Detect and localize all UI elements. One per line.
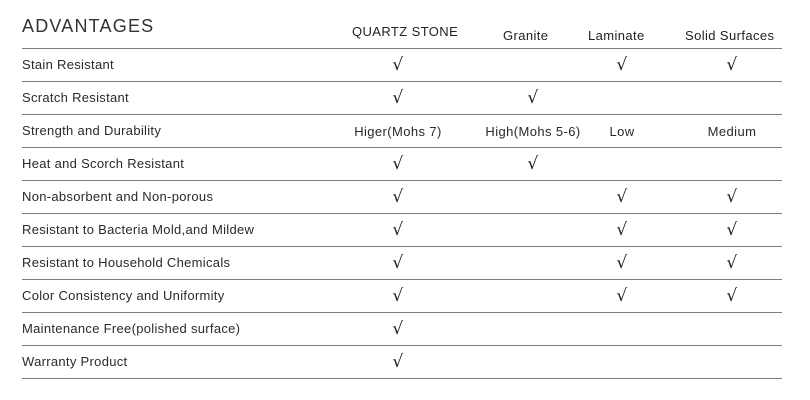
- table-row: [22, 115, 782, 148]
- table-header: [22, 0, 782, 49]
- cell-laminate: [582, 313, 662, 345]
- cell-granite: [468, 115, 598, 147]
- cell-laminate: [582, 148, 662, 180]
- table-body: [22, 49, 782, 379]
- cell-granite: [468, 181, 598, 213]
- row-label: Heat and Scorch Resistant: [22, 156, 185, 171]
- checkmark-icon: √: [392, 87, 404, 108]
- row-label: Stain Resistant: [22, 57, 114, 72]
- cell-quartz-stone: [338, 346, 458, 378]
- table-row: [22, 280, 782, 313]
- table-row: [22, 49, 782, 82]
- checkmark-icon: √: [616, 285, 628, 306]
- table-title: ADVANTAGES: [22, 16, 155, 36]
- checkmark-icon: √: [726, 219, 738, 240]
- cell-laminate: [582, 115, 662, 147]
- cell-laminate: [582, 82, 662, 114]
- checkmark-icon: √: [616, 186, 628, 207]
- cell-granite: [468, 247, 598, 279]
- checkmark-icon: √: [616, 219, 628, 240]
- cell-granite: [468, 313, 598, 345]
- checkmark-icon: √: [392, 54, 404, 75]
- cell-value: Low: [609, 123, 635, 139]
- column-header-solid-surfaces: Solid Surfaces: [685, 28, 775, 43]
- cell-quartz-stone: [338, 280, 458, 312]
- column-header-granite: Granite: [503, 28, 549, 43]
- checkmark-icon: √: [392, 252, 404, 273]
- checkmark-icon: √: [616, 252, 628, 273]
- checkmark-icon: √: [527, 87, 539, 108]
- cell-solid-surfaces: [672, 280, 792, 312]
- checkmark-icon: √: [392, 285, 404, 306]
- checkmark-icon: √: [726, 186, 738, 207]
- cell-quartz-stone: [338, 247, 458, 279]
- cell-solid-surfaces: [672, 82, 792, 114]
- cell-granite: [468, 346, 598, 378]
- cell-solid-surfaces: [672, 115, 792, 147]
- comparison-table: [22, 0, 782, 379]
- cell-quartz-stone: [338, 313, 458, 345]
- column-header-quartz-stone: QUARTZ STONE: [352, 24, 459, 39]
- cell-quartz-stone: [338, 214, 458, 246]
- row-label: Maintenance Free(polished surface): [22, 321, 241, 336]
- row-label: Color Consistency and Uniformity: [22, 288, 225, 303]
- cell-quartz-stone: [338, 148, 458, 180]
- table-row: [22, 181, 782, 214]
- checkmark-icon: √: [527, 153, 539, 174]
- row-label: Strength and Durability: [22, 123, 162, 138]
- cell-solid-surfaces: [672, 148, 792, 180]
- row-label: Resistant to Household Chemicals: [22, 255, 231, 270]
- cell-granite: [468, 148, 598, 180]
- cell-laminate: [582, 214, 662, 246]
- table-row: [22, 346, 782, 379]
- table-row: [22, 313, 782, 346]
- table-row: [22, 82, 782, 115]
- cell-granite: [468, 82, 598, 114]
- cell-solid-surfaces: [672, 247, 792, 279]
- cell-value: High(Mohs 5-6): [485, 123, 581, 139]
- cell-granite: [468, 280, 598, 312]
- checkmark-icon: √: [392, 219, 404, 240]
- table-row: [22, 214, 782, 247]
- cell-laminate: [582, 280, 662, 312]
- cell-quartz-stone: [338, 115, 458, 147]
- cell-laminate: [582, 247, 662, 279]
- cell-solid-surfaces: [672, 214, 792, 246]
- cell-laminate: [582, 346, 662, 378]
- cell-solid-surfaces: [672, 346, 792, 378]
- cell-solid-surfaces: [672, 49, 792, 81]
- table-row: [22, 148, 782, 181]
- cell-value: Higer(Mohs 7): [354, 123, 442, 139]
- checkmark-icon: √: [616, 54, 628, 75]
- cell-quartz-stone: [338, 181, 458, 213]
- checkmark-icon: √: [726, 252, 738, 273]
- checkmark-icon: √: [392, 153, 404, 174]
- cell-granite: [468, 49, 598, 81]
- checkmark-icon: √: [726, 54, 738, 75]
- row-label: Scratch Resistant: [22, 90, 129, 105]
- cell-value: Medium: [707, 123, 757, 139]
- cell-solid-surfaces: [672, 181, 792, 213]
- table-row: [22, 247, 782, 280]
- checkmark-icon: √: [392, 318, 404, 339]
- cell-quartz-stone: [338, 49, 458, 81]
- column-header-laminate: Laminate: [588, 28, 645, 43]
- row-label: Non-absorbent and Non-porous: [22, 189, 214, 204]
- cell-solid-surfaces: [672, 313, 792, 345]
- cell-quartz-stone: [338, 82, 458, 114]
- checkmark-icon: √: [726, 285, 738, 306]
- row-label: Warranty Product: [22, 354, 128, 369]
- cell-laminate: [582, 181, 662, 213]
- checkmark-icon: √: [392, 351, 404, 372]
- checkmark-icon: √: [392, 186, 404, 207]
- cell-granite: [468, 214, 598, 246]
- cell-laminate: [582, 49, 662, 81]
- row-label: Resistant to Bacteria Mold,and Mildew: [22, 222, 255, 237]
